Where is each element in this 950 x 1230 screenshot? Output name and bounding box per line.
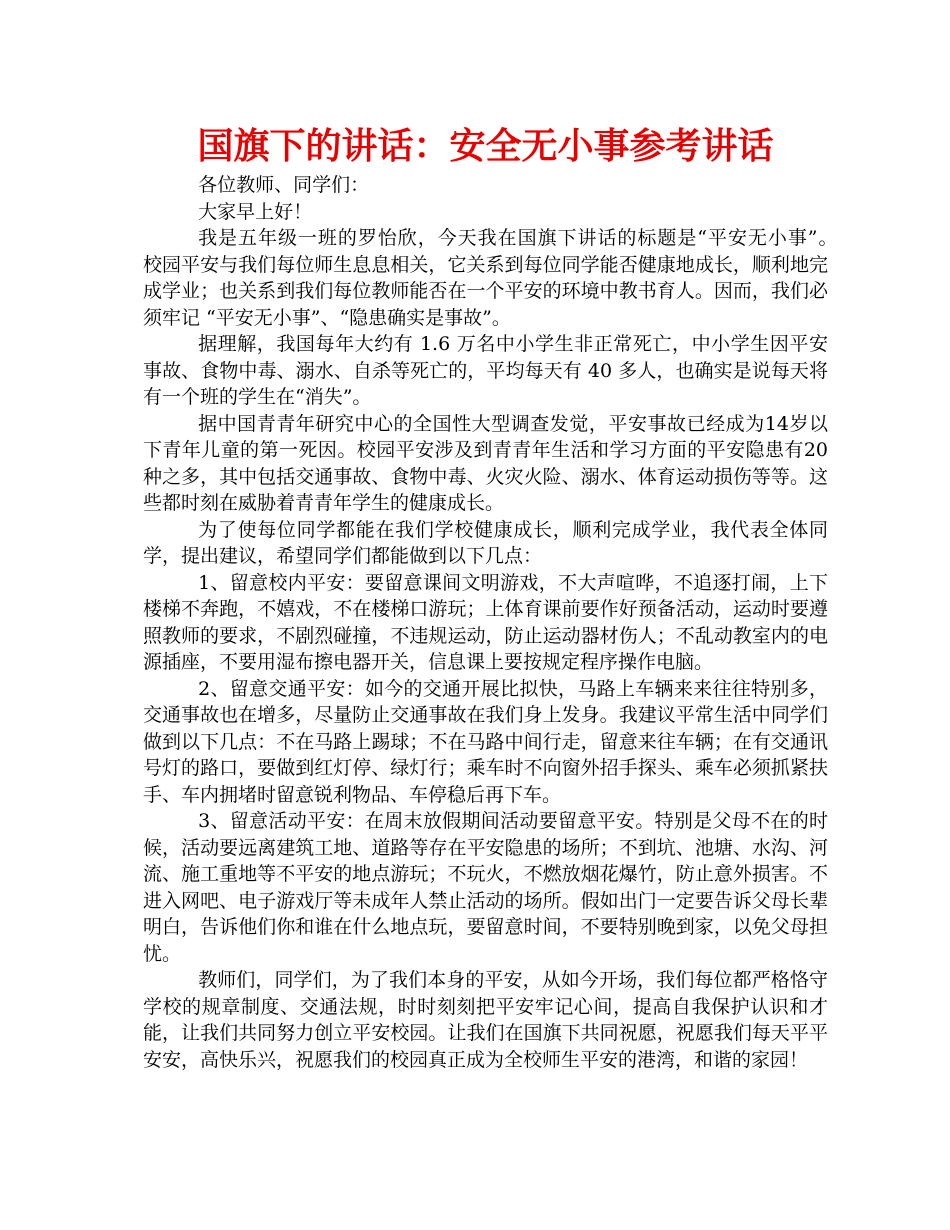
document-body — [143, 172, 867, 1073]
statistics-paragraph: 据理解，我国每年大约有 1.6 万名中小学生非正常死亡，中小学生因平安事故、食物中毒、溺水、自杀等死亡的，平均每天有 40 多人，也确实是说每天将有一个班的学生在“消失”。 — [143, 333, 828, 408]
proposal-paragraph: 为了使每位同学都能在我们学校健康成长，顺利完成学业，我代表全体同学，提出建议，希望同学们都能做到以下几点： — [143, 518, 828, 567]
closing-paragraph: 教师们，同学们，为了我们本身的平安，从如今开场，我们每位都严格恪守学校的规章制度、交通法规，时时刻刻把平安牢记心间，提高自我保护认识和才能，让我们共同努力创立平安校园。让我们在国旗下共同祝愿，祝愿我们每天平平安安，高快乐兴，祝愿我们的校园真正成为全校师生平安的港湾，和谐的家园！ — [143, 969, 828, 1071]
document-title: 国旗下的讲话：安全无小事参考讲话 — [197, 126, 774, 167]
research-paragraph: 据中国青青年研究中心的全国性大型调查发觉，平安事故已经成为14岁以下青年儿童的第一死因。校园平安涉及到青青年生活和学习方面的平安隐患有20种之多，其中包括交通事故、食物中毒、火灾火险、溺水、体育运动损伤等等。这些都时刻在威胁着青青年学生的健康成长。 — [143, 412, 828, 514]
greeting-paragraph: 大家早上好！ — [198, 200, 313, 223]
traffic-safety-paragraph: 2、留意交通平安：如今的交通开展比拟快，马路上车辆来来往往特别多，交通事故也在增多，尽量防止交通事故在我们身上发身。我建议平常生活中同学们做到以下几点：不在马路上踢球；不在马路中间行走，留意来往车辆；在有交通讯号灯的路口，要做到红灯停、绿灯行；乘车时不向窗外招手探头、乘车必须抓紧扶手、车内拥堵时留意锐利物品、车停稳后再下车。 — [143, 677, 828, 806]
activity-safety-paragraph: 3、留意活动平安：在周末放假期间活动要留意平安。特别是父母不在的时候，活动要远离建筑工地、道路等存在平安隐患的场所；不到坑、池塘、水沟、河流、施工重地等不平安的地点游玩；不玩火，不燃放烟花爆竹，防止意外损害。不进入网吧、电子游戏厅等未成年人禁止活动的场所。假如出门一定要告诉父母长辈明白，告诉他们你和谁在什么地点玩，要留意时间，不要特别晚到家，以免父母担忧。 — [143, 810, 828, 965]
salutation-paragraph: 各位教师、同学们： — [198, 174, 370, 196]
document-page — [143, 122, 867, 1073]
intro-paragraph: 我是五年级一班的罗怡欣，今天我在国旗下讲话的标题是“平安无小事”。 校园平安与我们每位师生息息相关，它关系到每位同学能否健康地成长，顺利地完成学业；也关系到我们每位教师能否在一个平安的环境中教书育人。因而，我们必须牢记 “平安无小事”、“隐患确实是事故”。 — [143, 227, 867, 329]
campus-safety-paragraph: 1、留意校内平安：要留意课间文明游戏，不大声喧哗，不追逐打闹，上下楼梯不奔跑，不嬉戏，不在楼梯口游玩；上体育课前要作好预备活动，运动时要遵照教师的要求，不剧烈碰撞，不违规运动，防止运动器材伤人；不乱动教室内的电源插座，不要用湿布擦电器开关，信息课上要按规定程序操作电脑。 — [143, 571, 828, 673]
